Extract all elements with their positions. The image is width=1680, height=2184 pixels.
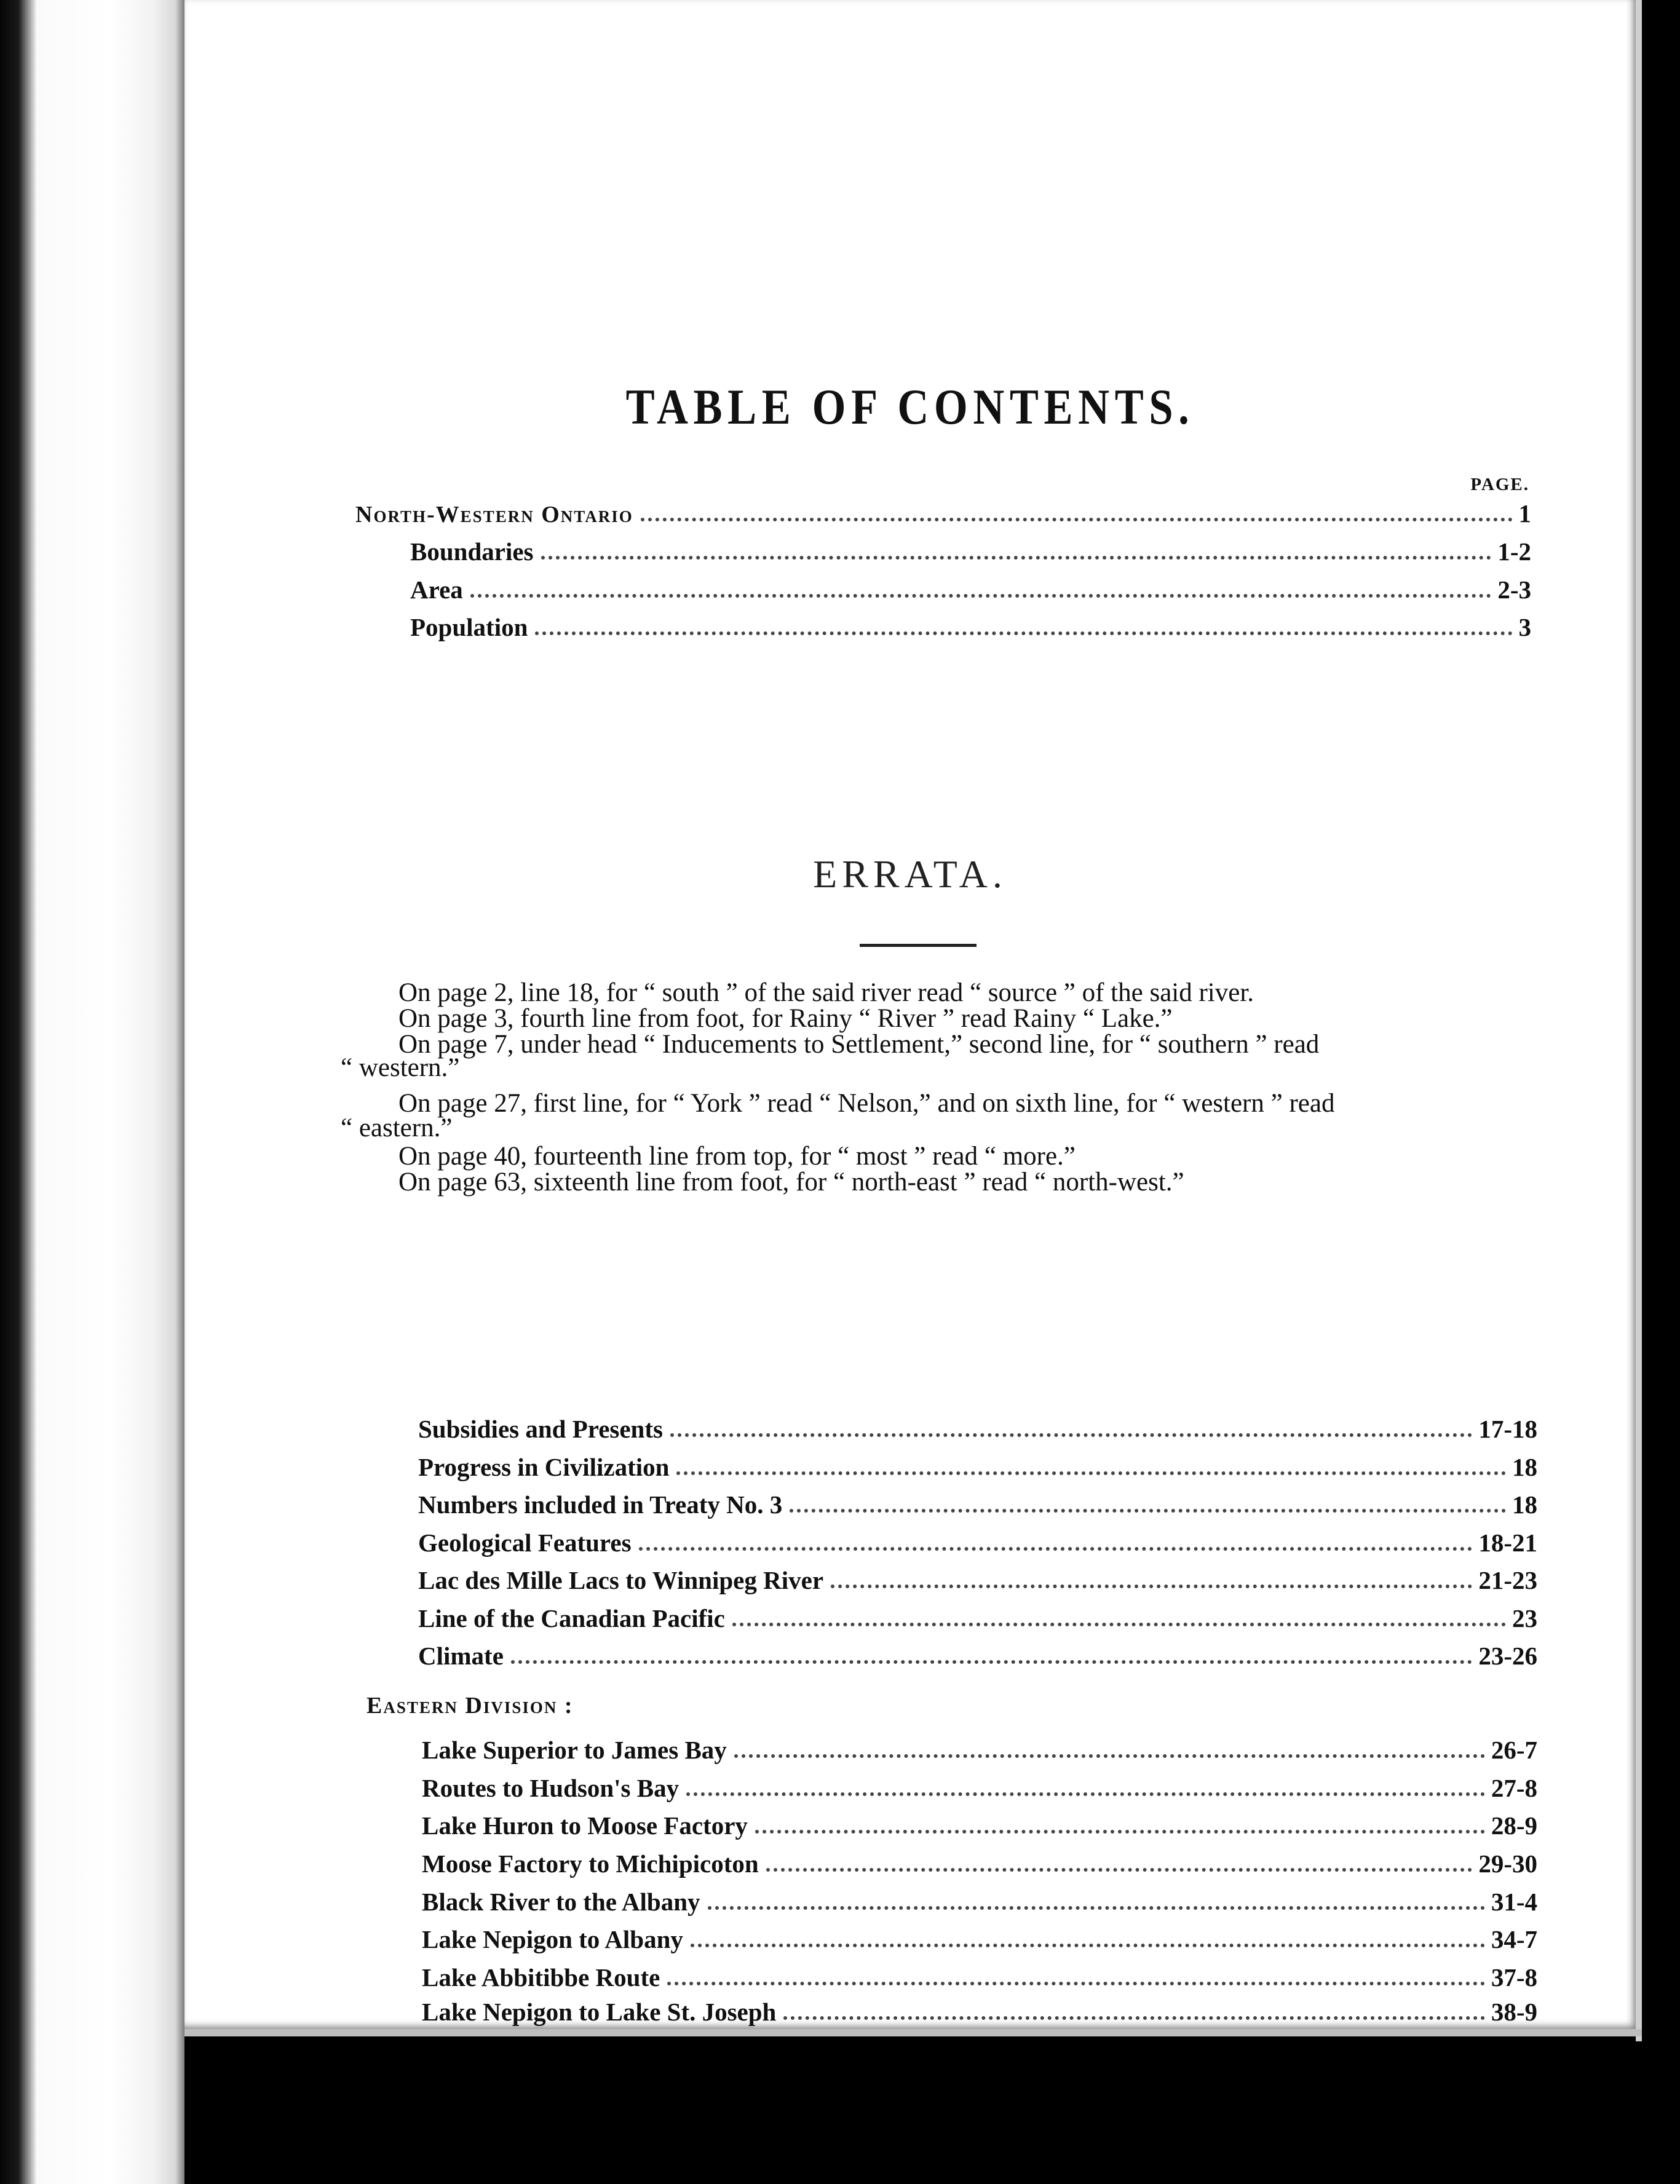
dot-leader: [541, 556, 1492, 560]
toc-entry-label: Numbers included in Treaty No. 3: [418, 1490, 783, 1519]
toc-entry: [422, 1920, 1537, 1954]
toc-entry-label: Lake Abbitibbe Route: [422, 1963, 660, 1992]
toc-entry: [422, 1844, 1537, 1878]
dot-leader: [831, 1585, 1472, 1588]
errata-line: On page 3, fourth line from foot, for Rainy “ River ” read Rainy “ Lake.”: [398, 1004, 1173, 1033]
errata-line: “ eastern.”: [341, 1114, 453, 1142]
errata-rule: [860, 944, 977, 947]
toc-entry-page: 1-2: [1497, 537, 1531, 566]
toc-entry: [410, 570, 1531, 604]
section-heading-eastern-division: Eastern Division :: [367, 1693, 574, 1719]
scan-right-edge: [1636, 0, 1642, 2041]
toc-entry: [418, 1409, 1537, 1444]
toc-entry-page: 37-8: [1491, 1963, 1537, 1992]
errata-line: “ western.”: [341, 1053, 460, 1082]
toc-entry-page: 31-4: [1491, 1888, 1537, 1916]
toc-entry: [422, 1730, 1537, 1765]
toc-entry-page: 23-26: [1478, 1642, 1537, 1670]
toc-entry: [422, 1992, 1537, 2027]
toc-entry-page: 23: [1512, 1604, 1537, 1632]
errata-line: On page 7, under head “ Inducements to Settlement,” second line, for “ southern ” read: [398, 1030, 1320, 1059]
dot-leader: [766, 1868, 1473, 1872]
dot-leader: [535, 631, 1512, 635]
dot-leader: [732, 1623, 1506, 1626]
dot-leader: [790, 1509, 1506, 1513]
dot-leader: [691, 1944, 1485, 1947]
toc-entry-label: Subsidies and Presents: [418, 1415, 663, 1443]
toc-entry: [422, 1882, 1537, 1917]
toc-entry-label: North-Western Ontario: [355, 502, 633, 528]
toc-entry: [418, 1636, 1537, 1671]
toc-entry-page: 18: [1512, 1453, 1537, 1481]
toc-entry: [418, 1485, 1537, 1519]
dot-leader: [670, 1433, 1472, 1437]
toc-entry-label: Line of the Canadian Pacific: [418, 1604, 725, 1632]
toc-entry-label: Lac des Mille Lacs to Winnipeg River: [418, 1566, 824, 1594]
dot-leader: [511, 1660, 1472, 1664]
toc-entry-page: 34-7: [1491, 1925, 1537, 1953]
toc-entry: [418, 1447, 1537, 1482]
toc-entry-label: Geological Features: [418, 1529, 632, 1557]
toc-title: TABLE OF CONTENTS.: [625, 379, 1195, 435]
dot-leader: [686, 1792, 1485, 1796]
toc-entry-page: 28-9: [1491, 1811, 1537, 1840]
toc-entry: [410, 607, 1531, 642]
toc-entry-page: 18: [1512, 1490, 1537, 1519]
errata-line: On page 40, fourteenth line from top, for “ most ” read “ more.”: [398, 1142, 1076, 1171]
scan-left-margin: [0, 0, 184, 2184]
toc-entry-label: Progress in Civilization: [418, 1453, 670, 1481]
page-column-label: PAGE.: [1470, 475, 1529, 494]
dot-leader: [676, 1471, 1506, 1475]
toc-entry-label: Moose Factory to Michipicoton: [422, 1850, 759, 1878]
toc-entry-label: Lake Huron to Moose Factory: [422, 1811, 748, 1840]
toc-entry-label: Black River to the Albany: [422, 1888, 700, 1916]
errata-title: ERRATA.: [813, 852, 1007, 896]
dot-leader: [667, 1982, 1485, 1985]
toc-entry-page: 18-21: [1478, 1529, 1537, 1557]
toc-entry: [418, 1523, 1537, 1557]
dot-leader: [639, 1547, 1473, 1551]
toc-entry-page: 3: [1518, 613, 1531, 641]
toc-entry-label: Lake Nepigon to Lake St. Joseph: [422, 1998, 777, 2026]
dot-leader: [755, 1830, 1485, 1834]
toc-entry-page: 17-18: [1478, 1415, 1537, 1443]
toc-entry-page: 21-23: [1478, 1566, 1537, 1594]
toc-entry-label: Boundaries: [410, 537, 534, 566]
errata-line: On page 63, sixteenth line from foot, for “ north-east ” read “ north-west.”: [398, 1168, 1184, 1197]
scan-bottom-edge: [184, 2029, 1642, 2036]
toc-entry-page: 38-9: [1491, 1998, 1537, 2026]
toc-entry-page: 2-3: [1497, 576, 1531, 604]
toc-entry-label: Area: [410, 576, 463, 604]
toc-entry-page: 1: [1518, 499, 1531, 528]
toc-entry-page: 27-8: [1491, 1774, 1537, 1802]
errata-line: On page 2, line 18, for “ south ” of the said river read “ source ” of the said river.: [398, 978, 1254, 1007]
toc-entry-label: Lake Nepigon to Albany: [422, 1925, 683, 1953]
toc-entry: [422, 1768, 1537, 1803]
toc-entry: [355, 494, 1531, 528]
toc-entry: [422, 1806, 1537, 1840]
toc-entry-label: Population: [410, 613, 528, 641]
toc-entry: [418, 1599, 1537, 1633]
toc-entry-label: Routes to Hudson's Bay: [422, 1774, 680, 1802]
errata-line: On page 27, first line, for “ York ” read “ Nelson,” and on sixth line, for “ western ” read: [398, 1089, 1335, 1118]
toc-entry: [410, 532, 1531, 566]
dot-leader: [470, 594, 1492, 598]
toc-entry-page: 29-30: [1478, 1850, 1537, 1878]
toc-entry: [418, 1561, 1537, 1595]
toc-entry-page: 26-7: [1491, 1736, 1537, 1764]
dot-leader: [641, 518, 1513, 521]
toc-entry-label: Lake Superior to James Bay: [422, 1736, 727, 1764]
dot-leader: [708, 1906, 1485, 1910]
dot-leader: [734, 1754, 1485, 1758]
toc-entry: [422, 1958, 1537, 1992]
dot-leader: [783, 2016, 1484, 2020]
toc-entry-label: Climate: [418, 1642, 504, 1670]
